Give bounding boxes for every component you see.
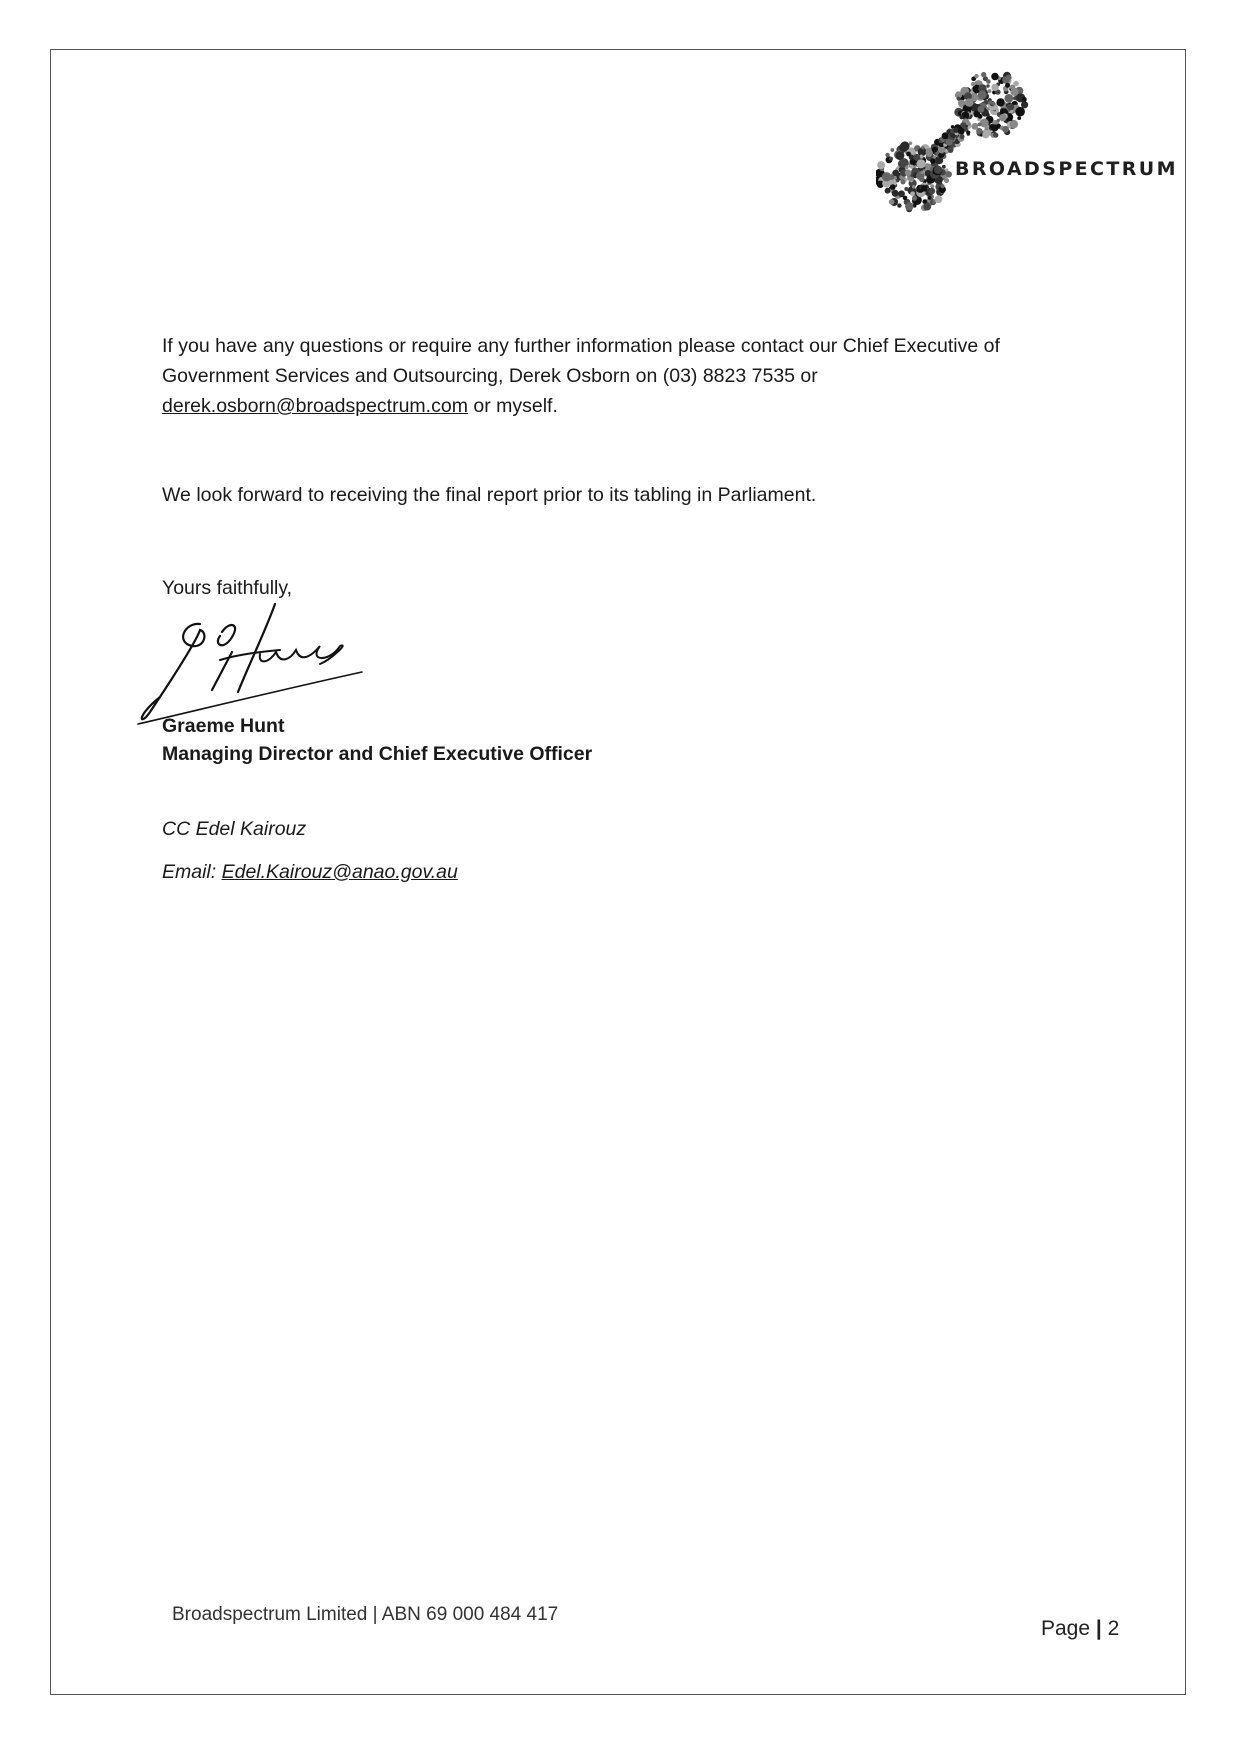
page-number: 2 (1107, 1617, 1120, 1640)
contact-paragraph-tail: or myself. (473, 395, 558, 417)
footer-company: Broadspectrum Limited | ABN 69 000 484 417 (172, 1604, 559, 1625)
broadspectrum-logo-icon (876, 66, 1136, 216)
contact-paragraph-text: If you have any questions or require any further information please contact our Chief Executive of Government Services and Outsourcing, Derek Osborn on (03) 8823 7535 or (162, 335, 1000, 387)
page-number-indicator (1041, 1617, 1119, 1641)
signer-title: Managing Director and Chief Executive Officer (162, 743, 593, 765)
cc-email-link[interactable]: Edel.Kairouz@anao.gov.au (221, 861, 458, 883)
cc-email-label: Email: (162, 861, 217, 883)
page-separator: | (1095, 1617, 1102, 1640)
cc-line: CC Edel Kairouz (162, 818, 307, 840)
page-label: Page (1041, 1617, 1091, 1640)
contact-paragraph (162, 331, 1082, 421)
signer-name: Graeme Hunt (162, 715, 285, 737)
derek-email-link[interactable]: derek.osborn@broadspectrum.com (162, 395, 468, 417)
cc-email-line (162, 857, 458, 887)
company-logo-text: BROADSPECTRUM (955, 158, 1178, 180)
report-paragraph: We look forward to receiving the final report prior to its tabling in Parliament. (162, 484, 817, 506)
closing-salutation: Yours faithfully, (162, 577, 293, 599)
